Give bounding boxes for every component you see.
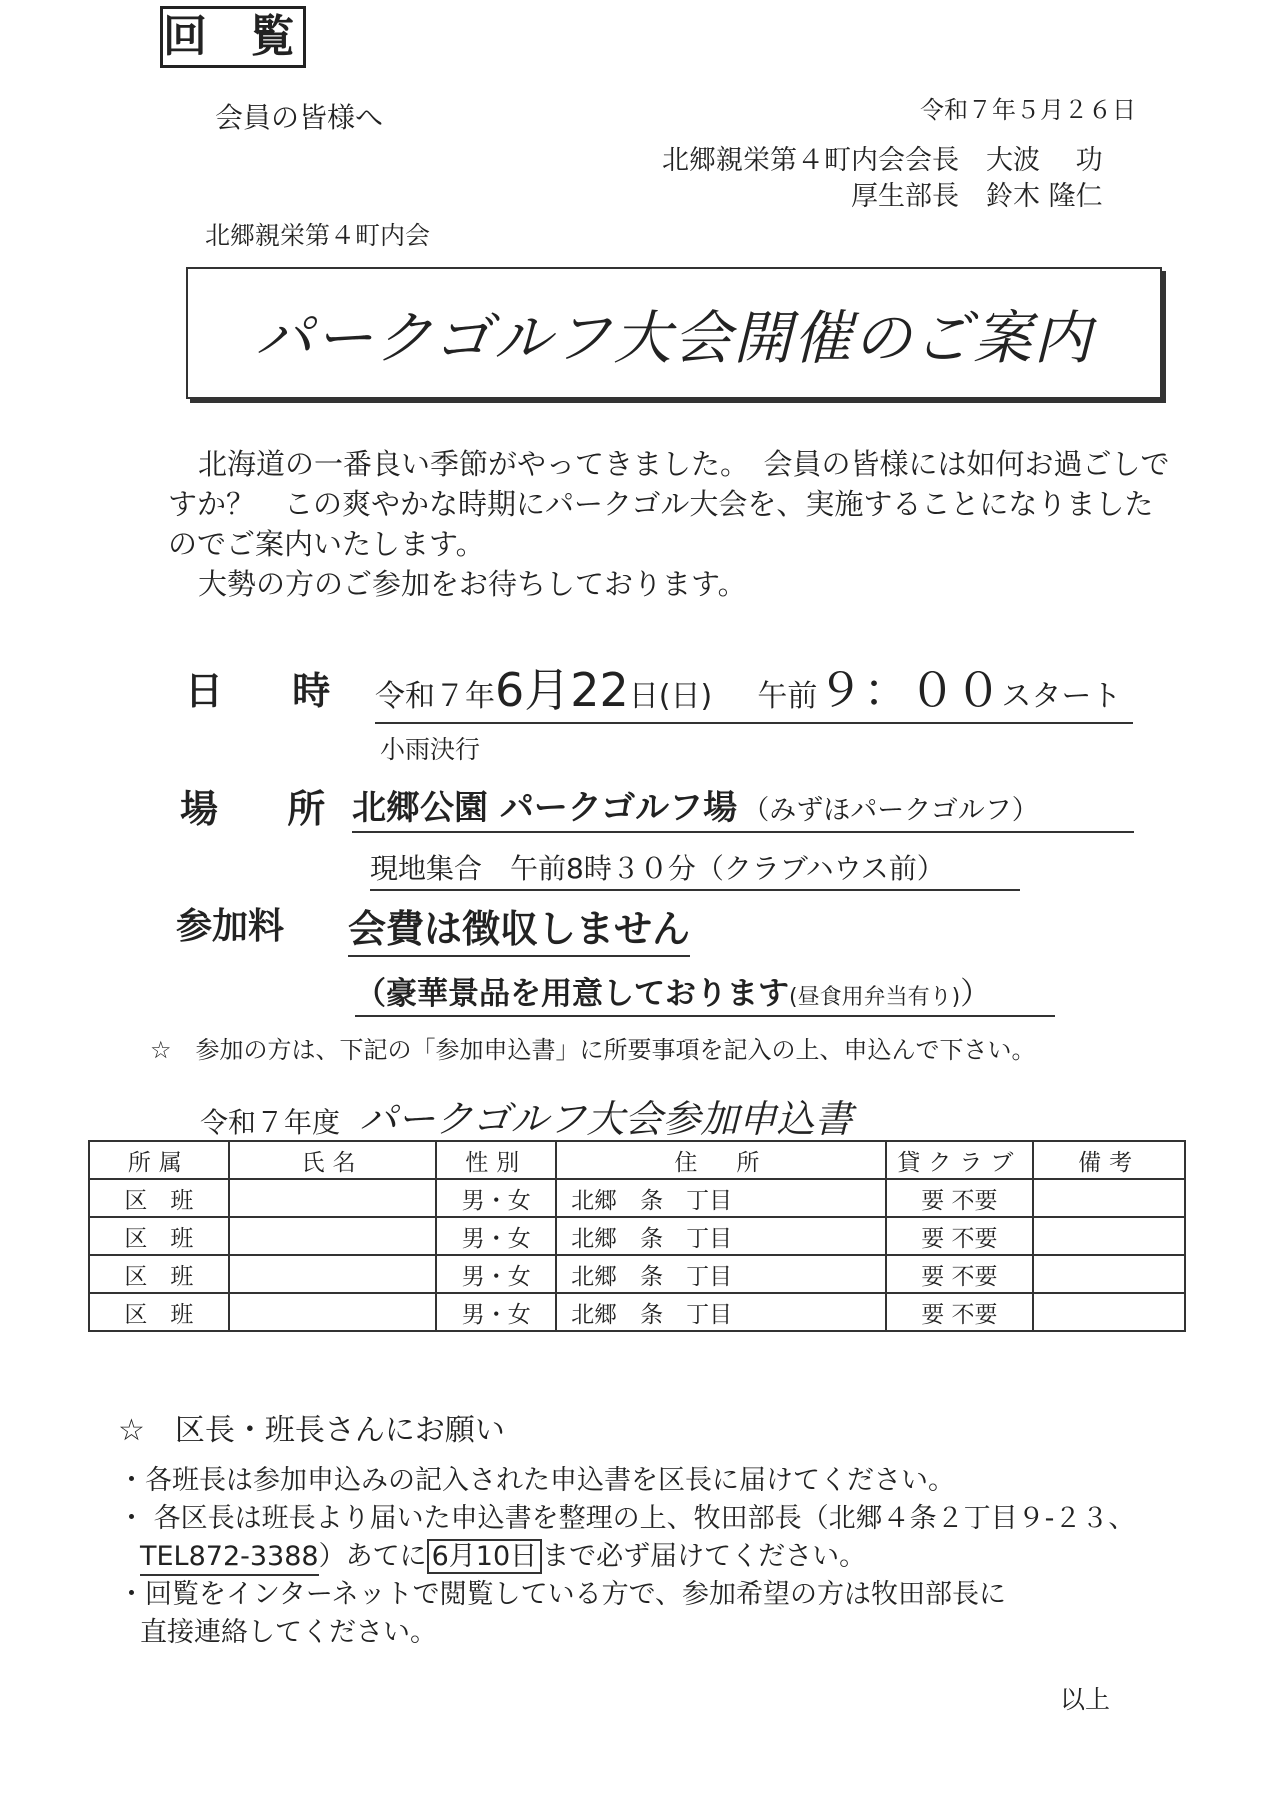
address-cell[interactable]: 北郷 条 丁目 — [556, 1179, 885, 1217]
request-note-2: ・ 各区長は班長より届いた申込書を整理の上、牧田部長（北郷４条２丁目９-２３、 — [118, 1503, 1136, 1534]
place-main: 北郷公園 パークゴルフ場 — [352, 788, 738, 828]
gender-cell[interactable]: 男・女 — [436, 1179, 556, 1217]
intro-invitation: 大勢の方のご参加をお待ちしております。 — [198, 567, 747, 601]
column-header-gender: 性別 — [436, 1141, 556, 1179]
table-row — [89, 1217, 1185, 1255]
column-header-club-rental: 貸クラブ — [886, 1141, 1034, 1179]
address-cell[interactable]: 北郷 条 丁目 — [556, 1293, 885, 1331]
sender-chairman: 北郷親栄第４町内会会長 大波 功 — [662, 145, 1103, 176]
circulation-stamp: 回 覧 — [160, 6, 306, 68]
gender-cell[interactable]: 男・女 — [436, 1293, 556, 1331]
gender-cell[interactable]: 男・女 — [436, 1255, 556, 1293]
gender-cell[interactable]: 男・女 — [436, 1217, 556, 1255]
affiliation-cell[interactable]: 区 班 — [89, 1255, 229, 1293]
name-cell[interactable] — [229, 1293, 437, 1331]
sender-block — [662, 143, 1103, 215]
form-title — [200, 1088, 852, 1143]
address-cell[interactable]: 北郷 条 丁目 — [556, 1255, 885, 1293]
request-note-3: ・回覧をインターネットで閲覧している方で、参加希望の方は牧田部長に — [118, 1579, 1007, 1610]
affiliation-cell[interactable]: 区 班 — [89, 1293, 229, 1331]
closing-text: 以上 — [1060, 1685, 1111, 1714]
table-row — [89, 1293, 1185, 1331]
datetime-value — [375, 654, 1133, 724]
fee-value: 会費は徴収しません — [348, 898, 690, 957]
prize-close: ） — [960, 976, 992, 1012]
deadline-date: 6月10日 — [427, 1539, 543, 1574]
column-header-name: 氏名 — [229, 1141, 437, 1179]
prize-main: （豪華景品を用意しております — [355, 976, 789, 1012]
date-prefix: 令和７年 — [375, 679, 495, 714]
affiliation-cell[interactable]: 区 班 — [89, 1217, 229, 1255]
column-header-remarks: 備考 — [1033, 1141, 1185, 1179]
fee-label: 参加料 — [176, 906, 285, 947]
table-row — [89, 1255, 1185, 1293]
remarks-cell[interactable] — [1033, 1255, 1185, 1293]
column-header-address: 住 所 — [556, 1141, 885, 1179]
apply-instruction: ☆ 参加の方は、下記の「参加申込書」に所要事項を記入の上、申込んで下さい。 — [150, 1036, 1036, 1064]
date-suffix: 日(日) — [628, 679, 713, 714]
form-title-main: パークゴルフ大会参加申込書 — [359, 1097, 853, 1141]
title-box — [186, 267, 1162, 399]
intro-paragraph: 北海道の一番良い季節がやってきました。 会員の皆様には如何お過ごしですか？ この爽やかな時期にパークゴル大会を、実施することになりましたのでご案内いたします。 — [168, 447, 1170, 561]
place-sub: （みずほパークゴルフ） — [742, 795, 1039, 826]
name-cell[interactable] — [229, 1179, 437, 1217]
remarks-cell[interactable] — [1033, 1179, 1185, 1217]
remarks-cell[interactable] — [1033, 1293, 1185, 1331]
request-note-2-cont — [118, 1538, 1168, 1576]
meeting-info: 現地集合 午前8時３０分（クラブハウス前） — [370, 847, 1020, 891]
table-header-row — [89, 1141, 1185, 1179]
prize-note — [355, 968, 1055, 1017]
issue-date: 令和７年５月２６日 — [920, 96, 1136, 124]
note-2-end: まで必ず届けてください。 — [542, 1541, 867, 1572]
request-note-1: ・各班長は参加申込みの記入された申込書を区長に届けてください。 — [118, 1465, 955, 1496]
weather-note: 小雨決行 — [380, 735, 481, 764]
date-main: 6月22 — [495, 663, 629, 717]
remarks-cell[interactable] — [1033, 1217, 1185, 1255]
prize-sub: (昼食用弁当有り) — [789, 985, 961, 1010]
sender-welfare-head: 厚生部長 鈴木 隆仁 — [851, 181, 1103, 212]
place-label: 場 所 — [180, 787, 354, 831]
time-main: ９：００ — [817, 663, 1002, 717]
time-suffix: スタート — [1001, 679, 1122, 714]
club-rental-cell[interactable]: 要 不要 — [886, 1217, 1034, 1255]
application-form-table — [88, 1140, 1186, 1332]
request-notes — [118, 1462, 1168, 1652]
datetime-label: 日 時 — [185, 669, 359, 713]
affiliation-cell[interactable]: 区 班 — [89, 1179, 229, 1217]
request-heading: ☆ 区長・班長さんにお願い — [118, 1413, 505, 1448]
note-2-mid: ）あてに — [318, 1541, 427, 1572]
address-cell[interactable]: 北郷 条 丁目 — [556, 1217, 885, 1255]
table-row — [89, 1179, 1185, 1217]
time-prefix: 午前 — [757, 679, 818, 714]
name-cell[interactable] — [229, 1255, 437, 1293]
column-header-affiliation: 所属 — [89, 1141, 229, 1179]
organization-name: 北郷親栄第４町内会 — [205, 221, 431, 250]
contact-phone: TEL872-3388 — [140, 1541, 319, 1576]
request-note-3-cont: 直接連絡してください。 — [140, 1617, 437, 1648]
name-cell[interactable] — [229, 1217, 437, 1255]
intro-text — [168, 444, 1178, 604]
club-rental-cell[interactable]: 要 不要 — [886, 1293, 1034, 1331]
club-rental-cell[interactable]: 要 不要 — [886, 1179, 1034, 1217]
addressee: 会員の皆様へ — [215, 101, 384, 134]
place-value — [352, 780, 1134, 833]
page-title: パークゴルフ大会開催のご案内 — [254, 304, 1094, 372]
form-title-year: 令和７年度 — [200, 1106, 341, 1139]
club-rental-cell[interactable]: 要 不要 — [886, 1255, 1034, 1293]
